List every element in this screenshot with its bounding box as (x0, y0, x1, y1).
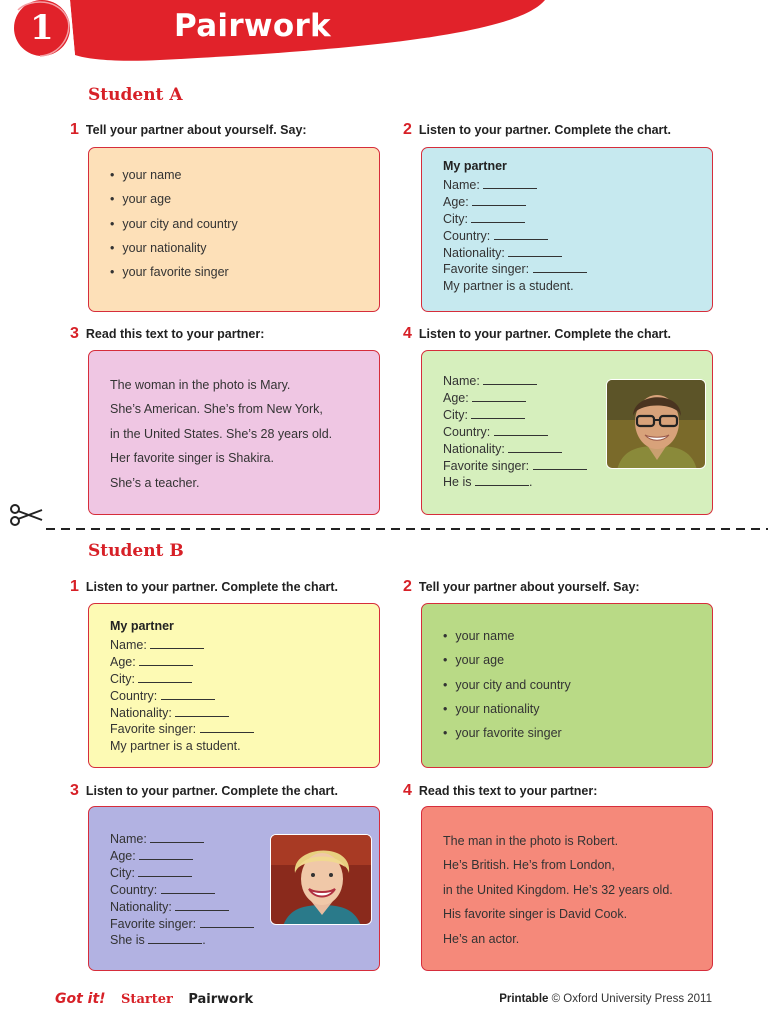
bullet-list (110, 168, 238, 289)
list-item: • your city and country (110, 217, 238, 241)
brand-logo: Got it! (55, 991, 106, 1007)
chart-row: City: (110, 865, 254, 882)
student-b-task3-instruction: 3 Listen to your partner. Complete the chart. (70, 782, 339, 799)
partner-chart (443, 373, 587, 491)
chart-row: Country: (110, 882, 254, 899)
list-item: • your age (443, 653, 571, 677)
photo-robert (606, 379, 706, 469)
chart-row: My partner is a student. (110, 739, 241, 754)
chart-row: Nationality: (443, 245, 587, 262)
partner-chart (110, 618, 254, 755)
student-b-task1-box (88, 603, 380, 768)
chart-row: Favorite singer: (110, 916, 254, 933)
chart-row: Name: (110, 831, 254, 848)
section-label: Pairwork (188, 992, 254, 1007)
chart-heading: My partner (443, 159, 507, 173)
chart-row: Favorite singer: (110, 721, 254, 738)
list-item: • your name (443, 629, 571, 653)
list-item: • your age (110, 192, 238, 216)
student-b-task1-instruction: 1 Listen to your partner. Complete the chart. (70, 578, 339, 595)
student-a-title: Student A (88, 85, 183, 105)
chart-row: Country: (110, 688, 254, 705)
student-a-task1-instruction: 1 Tell your partner about yourself. Say: (70, 121, 307, 138)
chart-row: Age: (443, 390, 587, 407)
level-label: Starter (121, 992, 173, 1007)
chart-row: Nationality: (110, 705, 254, 722)
chart-row: City: (443, 211, 587, 228)
student-b-task2-instruction: 2 Tell your partner about yourself. Say: (403, 578, 640, 595)
scissors-icon (8, 503, 44, 527)
chart-row: Age: (110, 848, 254, 865)
student-a-task3-box (88, 350, 380, 515)
chart-heading: My partner (110, 619, 174, 633)
chart-row: Country: (443, 228, 587, 245)
list-item: • your city and country (443, 678, 571, 702)
chart-row: City: (110, 671, 254, 688)
student-a-task1-box (88, 147, 380, 312)
chart-row: Name: (443, 373, 587, 390)
student-b-task2-box (421, 603, 713, 768)
chart-row: Country: (443, 424, 587, 441)
list-item: • your name (110, 168, 238, 192)
list-item: • your nationality (443, 702, 571, 726)
student-a-task2-instruction: 2 Listen to your partner. Complete the chart. (403, 121, 672, 138)
unit-number: 1 (30, 8, 54, 48)
cut-line (0, 523, 768, 535)
student-a-task2-box (421, 147, 713, 312)
reading-text: The man in the photo is Robert. He’s British. He’s from London, in the United Kingdom. He’s 32 years old. His favorite singer is David Cook. He’s an actor. (443, 834, 673, 946)
chart-row: Favorite singer: (443, 261, 587, 278)
list-item: • your favorite singer (110, 265, 238, 289)
page-title: Pairwork (174, 8, 331, 44)
student-a-task4-box (421, 350, 713, 515)
bullet-list (443, 629, 571, 750)
student-b-title: Student B (88, 541, 184, 561)
partner-chart (443, 158, 587, 295)
photo-mary (270, 834, 372, 925)
chart-row: Name: (443, 177, 587, 194)
chart-row: Nationality: (443, 441, 587, 458)
reading-text: The woman in the photo is Mary. She’s American. She’s from New York, in the United States. She’s 28 years old. Her favorite singer is Shakira. She’s a teacher. (110, 378, 333, 490)
student-b-task3-box (88, 806, 380, 971)
chart-row: Nationality: (110, 899, 254, 916)
chart-row: Age: (443, 194, 587, 211)
footer-left (55, 991, 253, 1007)
list-item: • your nationality (110, 241, 238, 265)
student-a-task3-instruction: 3 Read this text to your partner: (70, 325, 265, 342)
chart-row: Name: (110, 637, 254, 654)
student-a-task4-instruction: 4 Listen to your partner. Complete the chart. (403, 325, 672, 342)
chart-row: City: (443, 407, 587, 424)
chart-row: My partner is a student. (443, 279, 574, 294)
chart-row: He is . (443, 475, 533, 490)
student-b-task4-instruction: 4 Read this text to your partner: (403, 782, 598, 799)
chart-row: Favorite singer: (443, 458, 587, 475)
footer-copyright: Printable © Oxford University Press 2011 (499, 993, 712, 1005)
student-b-task4-box (421, 806, 713, 971)
header-banner (0, 0, 768, 90)
list-item: • your favorite singer (443, 726, 571, 750)
chart-row: Age: (110, 654, 254, 671)
partner-chart (110, 831, 254, 949)
chart-row: She is . (110, 933, 206, 948)
